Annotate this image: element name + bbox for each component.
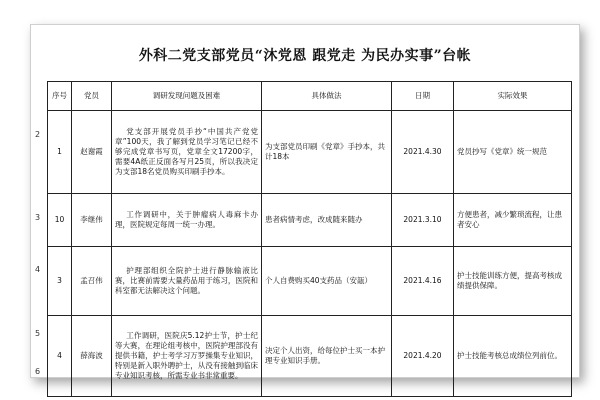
cell-seq: 3: [48, 247, 72, 316]
table-row: [48, 111, 572, 194]
table-row: [48, 316, 572, 397]
ledger-table: [47, 81, 572, 397]
header-seq: 序号: [48, 82, 72, 111]
cell-issue: 工作调研，医院庆5.12护士节，护士纪等大赛，在理论组考核中，医院护理部没有提供书籍，护士考学习万罗操集专业知识，特别是新入职外聘护士，从没有接触到临床专业知识考核，所需专业书非常重要。: [112, 316, 262, 397]
cell-member: 赵谢霞: [72, 111, 112, 194]
cell-effect: 方便患者，减少繁琐流程，让患者安心: [454, 194, 572, 247]
table-row: [48, 194, 572, 247]
row-number: 6: [35, 367, 41, 376]
cell-effect: 护士技能考核总成绩位列前位。: [454, 316, 572, 397]
cell-seq: 4: [48, 316, 72, 397]
header-date: 日期: [392, 82, 454, 111]
header-issue: 调研发现问题及困难: [112, 82, 262, 111]
table-row: [48, 247, 572, 316]
cell-issue: 党支部开展党员手抄“中国共产党党章”100天，我了解到党员学习笔记已经不够完成党章书写页，党章全文17200字，需要4A纸正反面各写月25页，所以我决定为支部18名党员购买印刷手抄本。: [112, 111, 262, 194]
cell-member: 李继伟: [72, 194, 112, 247]
row-number: 3: [35, 213, 41, 222]
header-method: 具体做法: [262, 82, 392, 111]
table-header-row: [48, 82, 572, 111]
row-number: 5: [35, 329, 41, 338]
ledger-sheet: [30, 24, 580, 378]
cell-issue: 工作调研中，关于肿瘤病人毒麻卡办理，医院规定每周一统一办理。: [112, 194, 262, 247]
cell-date: 2021.4.16: [392, 247, 454, 316]
header-member: 党员: [72, 82, 112, 111]
cell-seq: 10: [48, 194, 72, 247]
cell-method: 决定个人出资，给每位护士买一本护理专业知识手册。: [262, 316, 392, 397]
cell-member: 孟召伟: [72, 247, 112, 316]
cell-member: 薛海波: [72, 316, 112, 397]
cell-date: 2021.4.20: [392, 316, 454, 397]
cell-method: 个人自费购买40支药品（安瓿）: [262, 247, 392, 316]
cell-effect: 党员抄写《党章》统一规范: [454, 111, 572, 194]
header-effect: 实际效果: [454, 82, 572, 111]
cell-seq: 1: [48, 111, 72, 194]
cell-date: 2021.4.30: [392, 111, 454, 194]
cell-method: 为支部党员印刷《党章》手抄本，共计18本: [262, 111, 392, 194]
cell-date: 2021.3.10: [392, 194, 454, 247]
page-title: 外科二党支部党员“沐党恩 跟党走 为民办实事”台帐: [138, 48, 472, 64]
cell-method: 患者病情考虑，改成随来随办: [262, 194, 392, 247]
cell-issue: 护理部组织全院护士进行静脉输液比赛，比赛前需要大量药品用于练习，医院和科室都无法解决这个问题。: [112, 247, 262, 316]
cell-effect: 护士技能训练方便，提高考核成绩提供保障。: [454, 247, 572, 316]
row-number: 4: [35, 265, 41, 274]
spreadsheet-row-numbers: [35, 85, 47, 375]
row-number: 2: [35, 130, 41, 139]
